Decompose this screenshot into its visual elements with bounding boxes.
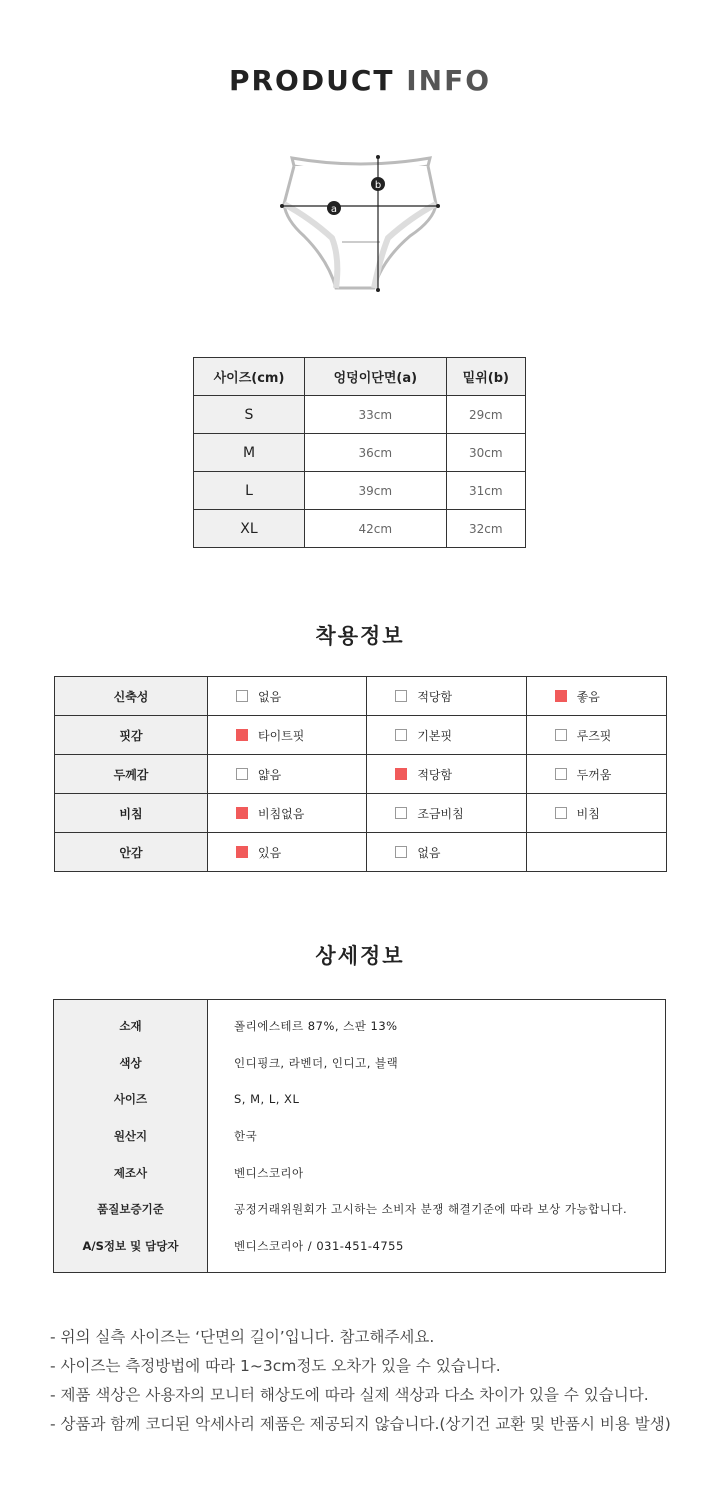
checkbox-icon [555,729,567,741]
table-row [194,472,526,510]
checkbox-icon [555,807,567,819]
detail-label: 소재 [54,1000,208,1045]
detail-info-title: 상세정보 [315,944,405,968]
fit-option [526,716,666,755]
fit-option-label: 적당함 [417,689,453,704]
checkbox-icon [236,846,248,858]
fit-option-label: 좋음 [576,689,600,704]
note-item: - 상품과 함께 코디된 악세사리 제품은 제공되지 않습니다.(상기건 교환 및 반품시 비용 발생) [50,1415,671,1433]
fit-row-label: 두께감 [55,755,208,794]
detail-info-table [53,999,666,1273]
note-item: - 위의 실측 사이즈는 ‘단면의 길이’입니다. 참고해주세요. [50,1328,435,1346]
label-b: b [374,180,382,191]
fit-option-label: 조금비침 [417,806,464,821]
checkbox-icon [395,729,407,741]
fit-option [526,794,666,833]
hip-cell: 33cm [305,396,447,434]
header-rise: 밑위(b) [446,358,525,396]
fit-row-thickness [55,755,667,794]
fit-option-label: 타이트핏 [258,728,305,743]
hip-cell: 42cm [305,510,447,548]
detail-row [54,1228,666,1273]
size-cell: S [194,396,305,434]
fit-row-label: 핏감 [55,716,208,755]
table-row [194,510,526,548]
fit-option [367,716,526,755]
rise-cell: 32cm [446,510,525,548]
rise-cell: 29cm [446,396,525,434]
fit-option-label: 없음 [417,845,441,860]
header-size: 사이즈(cm) [194,358,305,396]
fit-row-label: 신축성 [55,677,208,716]
detail-value: 인디핑크, 라벤더, 인디고, 블랙 [234,1055,399,1070]
size-cell: L [194,472,305,510]
fit-option [367,755,526,794]
fit-option [208,755,367,794]
fit-option-label: 기본핏 [417,728,453,743]
size-table-header [194,358,526,396]
fit-row-stretch [55,677,667,716]
notes-list [50,1323,710,1439]
detail-row [54,1081,666,1118]
detail-row [54,1045,666,1082]
fit-row-sheerness [55,794,667,833]
checkbox-icon [236,768,248,780]
fit-option-label: 루즈핏 [576,728,612,743]
detail-row [54,1118,666,1155]
detail-label: 사이즈 [54,1081,208,1118]
fit-option [367,677,526,716]
detail-value: 폴리에스테르 87%, 스판 13% [234,1019,398,1034]
hip-cell: 36cm [305,434,447,472]
note-item: - 사이즈는 측정방법에 따라 1~3cm정도 오차가 있을 수 있습니다. [50,1357,501,1375]
detail-label: A/S정보 및 담당자 [54,1228,208,1273]
detail-value: 한국 [234,1129,258,1144]
fit-row-lining [55,833,667,872]
fit-option-label: 없음 [258,689,282,704]
detail-value: 벤디스코리아 [234,1165,304,1180]
size-cell: XL [194,510,305,548]
note-item: - 제품 색상은 사용자의 모니터 해상도에 따라 실제 색상과 다소 차이가 있을 수 있습니다. [50,1386,649,1404]
fit-option-label: 두꺼움 [576,767,612,782]
size-table [193,357,526,548]
table-row [194,396,526,434]
title-word-info: INFO [406,64,492,97]
fit-option [208,833,367,872]
fit-info-table [54,676,667,872]
fit-option-label: 있음 [258,845,282,860]
detail-row [54,1000,666,1045]
detail-row [54,1191,666,1228]
fit-row-label: 안감 [55,833,208,872]
checkbox-icon [236,807,248,819]
fit-row-label: 비침 [55,794,208,833]
detail-value: S, M, L, XL [234,1092,300,1107]
fit-option [367,833,526,872]
fit-option-label: 비침없음 [258,806,305,821]
fit-option-label: 얇음 [258,767,282,782]
size-cell: M [194,434,305,472]
checkbox-icon [395,768,407,780]
hip-cell: 39cm [305,472,447,510]
rise-cell: 30cm [446,434,525,472]
detail-value: 공정거래위원회가 고시하는 소비자 분쟁 해결기준에 따라 보상 가능합니다. [234,1202,628,1217]
checkbox-icon [555,768,567,780]
table-row [194,434,526,472]
checkbox-icon [555,690,567,702]
rise-cell: 31cm [446,472,525,510]
fit-option-label: 비침 [576,806,600,821]
title-word-product: PRODUCT [228,64,395,97]
detail-label: 품질보증기준 [54,1191,208,1228]
fit-option [208,716,367,755]
checkbox-icon [395,846,407,858]
header-hip: 엉덩이단면(a) [305,358,447,396]
checkbox-icon [236,690,248,702]
detail-label: 제조사 [54,1154,208,1191]
garment-measurement-diagram [270,148,450,298]
checkbox-icon [236,729,248,741]
detail-label: 색상 [54,1045,208,1082]
checkbox-icon [395,807,407,819]
page-title [0,64,720,97]
detail-label: 원산지 [54,1118,208,1155]
label-a: a [330,204,338,215]
checkbox-icon [395,690,407,702]
detail-row [54,1154,666,1191]
fit-row-fit [55,716,667,755]
fit-option [367,794,526,833]
fit-info-title: 착용정보 [315,624,405,648]
fit-option-empty [526,833,666,872]
fit-option [208,794,367,833]
fit-option [208,677,367,716]
fit-option-label: 적당함 [417,767,453,782]
detail-value: 벤디스코리아 / 031-451-4755 [234,1238,404,1253]
fit-option [526,677,666,716]
fit-option [526,755,666,794]
